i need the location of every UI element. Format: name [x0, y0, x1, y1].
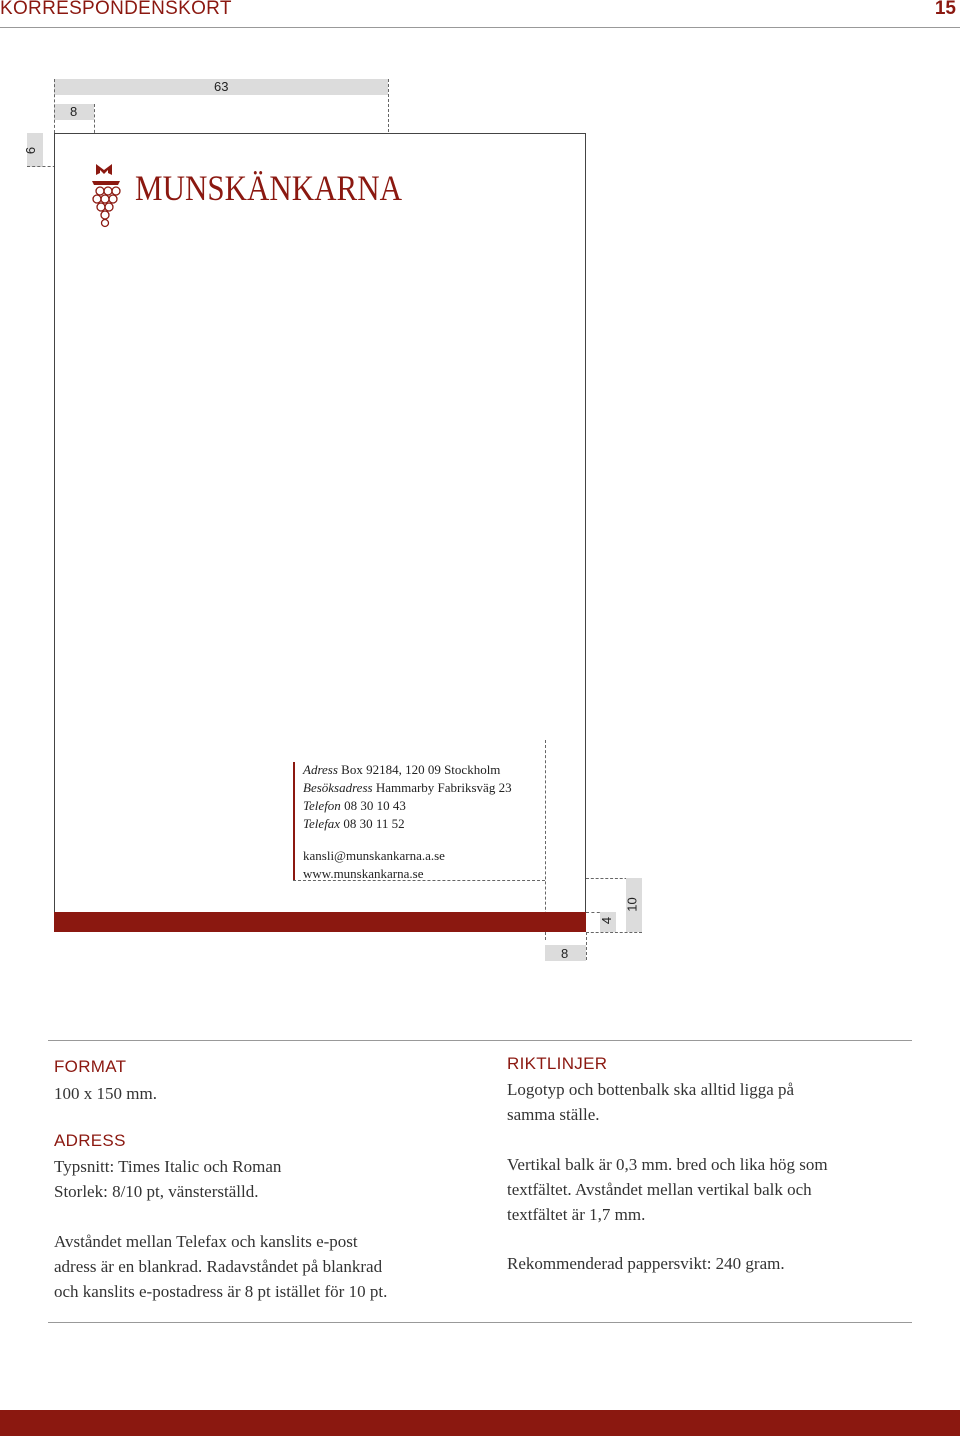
dimension-label-8-logo: 8 — [70, 104, 78, 119]
dimension-label-4: 4 — [599, 916, 615, 925]
dimension-label-6: 6 — [23, 146, 39, 155]
card-bottom-bar — [54, 912, 586, 932]
address-vertical-bar — [293, 762, 295, 880]
adress-text-line: Typsnitt: Times Italic och Roman — [54, 1157, 282, 1176]
riktlinjer-text-line: Vertikal balk är 0,3 mm. bred och lika hög som — [507, 1155, 828, 1174]
adress-text-line: Storlek: 8/10 pt, vänsterställd. — [54, 1182, 259, 1201]
section-divider-top — [48, 1040, 912, 1041]
format-text: 100 x 150 mm. — [54, 1084, 157, 1103]
website-line: www.munskankarna.se — [303, 866, 424, 881]
guide-line — [293, 880, 545, 881]
guide-line — [586, 932, 642, 933]
riktlinjer-text-line: Logotyp och bottenbalk ska alltid ligga på — [507, 1080, 795, 1099]
fax-line: Telefax 08 30 11 52 — [303, 816, 405, 831]
format-heading: FORMAT — [54, 1057, 127, 1076]
page-number: 15 — [934, 0, 956, 19]
phone-line: Telefon 08 30 10 43 — [303, 798, 406, 813]
section-divider-bottom — [48, 1322, 912, 1323]
riktlinjer-text-line: samma ställe. — [507, 1105, 600, 1124]
dimension-label-10: 10 — [624, 897, 640, 912]
email-line: kansli@munskankarna.a.se — [303, 848, 445, 863]
adress-text-line: Avståndet mellan Telefax och kanslits e-post — [54, 1232, 358, 1251]
grape-logo-icon — [90, 161, 130, 231]
guide-line — [586, 932, 587, 960]
adress-text-line: adress är en blankrad. Radavståndet på blankrad — [54, 1257, 383, 1276]
riktlinjer-heading: RIKTLINJER — [507, 1054, 608, 1073]
riktlinjer-text-line: textfältet. Avståndet mellan vertikal balk och — [507, 1180, 812, 1199]
page-footer-bar — [0, 1410, 960, 1436]
guide-line — [54, 79, 55, 133]
guide-line — [545, 740, 546, 940]
riktlinjer-text-line: Rekommenderad pappersvikt: 240 gram. — [507, 1254, 785, 1273]
adress-text-line: och kanslits e-postadress är 8 pt istället för 10 pt. — [54, 1282, 388, 1301]
dimension-label-8-bottom: 8 — [561, 946, 569, 961]
dimension-label-63: 63 — [214, 79, 229, 94]
header-divider — [0, 27, 960, 28]
brand-logo-wordmark: MUNSKÄNKARNA — [135, 168, 402, 209]
adress-heading: ADRESS — [54, 1131, 126, 1150]
address-line: Adress Box 92184, 120 09 Stockholm — [303, 762, 501, 777]
page-section-title: KORRESPONDENSKORT — [0, 0, 232, 19]
riktlinjer-text-line: textfältet är 1,7 mm. — [507, 1205, 646, 1224]
visiting-address-line: Besöksadress Hammarby Fabriksväg 23 — [303, 780, 512, 795]
